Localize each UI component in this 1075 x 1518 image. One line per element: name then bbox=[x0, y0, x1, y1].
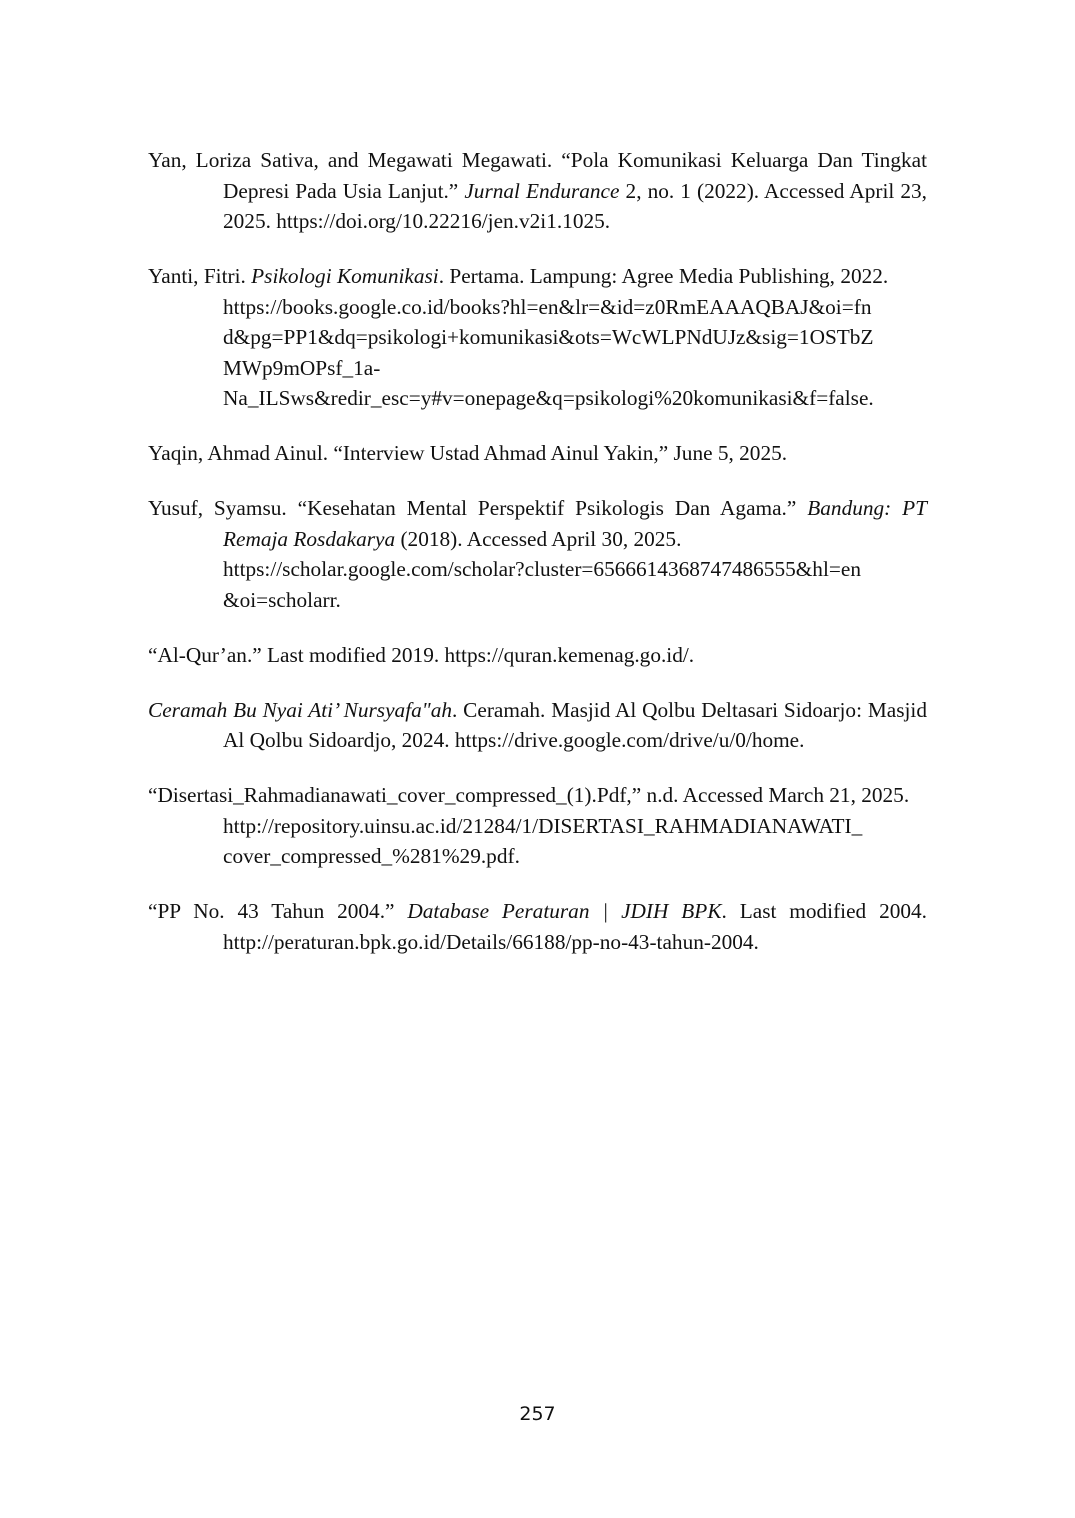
bibliography-entry-al-quran bbox=[148, 640, 927, 671]
entry-url-line[interactable]: MWp9mOPsf_1a- bbox=[223, 355, 381, 380]
entry-journal: Bandung: PT Remaja Rosdakarya bbox=[223, 496, 928, 551]
entry-title: “Pola Komunikasi Keluarga Dan Tingkat Depresi Pada Usia Lanjut.” bbox=[223, 148, 927, 203]
entry-details: (2018). Accessed April 30, 2025. bbox=[400, 526, 682, 551]
entry-details: . Ceramah. Masjid Al Qolbu Deltasari Sidoarjo: Masjid Al Qolbu Sidoardjo, 2024. https://drive.google.com/drive/u/0/home. bbox=[223, 697, 927, 752]
entry-details: 2, no. 1 (2022). Accessed April 23, 2025. https://doi.org/10.22216/jen.v2i1.1025. bbox=[223, 178, 927, 233]
entry-title: Ceramah Bu Nyai Ati’ Nursyafa"ah bbox=[148, 697, 453, 722]
entry-url-line[interactable]: Na_ILSws&redir_esc=y#v=onepage&q=psikologi%20komunikasi&f=false. bbox=[223, 386, 874, 410]
entry-url-line[interactable]: https://scholar.google.com/scholar?cluster=6566614368747486555&hl=en bbox=[223, 557, 861, 581]
bibliography-entry-yanti bbox=[148, 261, 927, 414]
entry-title: “Kesehatan Mental Perspektif Psikologis Dan Agama.” bbox=[297, 496, 797, 520]
entry-title: Psikologi Komunikasi bbox=[251, 264, 439, 288]
entry-text: Yaqin, Ahmad Ainul. “Interview Ustad Ahmad Ainul Yakin,” June 5, 2025. bbox=[148, 441, 788, 465]
bibliography-page bbox=[148, 145, 927, 982]
entry-text: “Al-Qur’an.” Last modified 2019. https://quran.kemenag.go.id/. bbox=[148, 642, 695, 667]
bibliography-entry-yusuf bbox=[148, 493, 927, 615]
entry-url-line[interactable]: d&pg=PP1&dq=psikologi+komunikasi&ots=WcWLPNdUJz&sig=1OSTbZ bbox=[223, 325, 874, 349]
entry-author: Yanti, Fitri. bbox=[148, 264, 246, 288]
entry-journal: Database Peraturan | JDIH BPK bbox=[407, 899, 722, 923]
entry-url-line[interactable]: cover_compressed_%281%29.pdf. bbox=[223, 844, 520, 868]
bibliography-entry-ceramah bbox=[148, 695, 927, 756]
entry-title: “Disertasi_Rahmadianawati_cover_compressed_(1).Pdf,” bbox=[148, 783, 642, 807]
page-number: 257 bbox=[519, 1403, 556, 1425]
entry-title: “PP No. 43 Tahun 2004.” bbox=[148, 899, 395, 923]
entry-url-line[interactable]: &oi=scholarr. bbox=[223, 587, 341, 612]
entry-author: Yan, Loriza Sativa, and Megawati Megawati. bbox=[148, 148, 553, 172]
entry-url-line[interactable]: https://books.google.co.id/books?hl=en&lr=&id=z0RmEAAAQBAJ&oi=fn bbox=[223, 294, 872, 319]
entry-author: Yusuf, Syamsu. bbox=[148, 496, 287, 520]
bibliography-entry-yan bbox=[148, 145, 927, 237]
entry-url-line[interactable]: http://repository.uinsu.ac.id/21284/1/DISERTASI_RAHMADIANAWATI_ bbox=[223, 813, 863, 838]
entry-details: . Pertama. Lampung: Agree Media Publishing, 2022. bbox=[438, 264, 889, 288]
bibliography-entry-yaqin bbox=[148, 438, 927, 469]
bibliography-entry-disertasi bbox=[148, 780, 927, 872]
entry-journal: Jurnal Endurance bbox=[464, 178, 620, 203]
entry-details: n.d. Accessed March 21, 2025. bbox=[646, 783, 910, 807]
bibliography-entry-pp-no-43 bbox=[148, 896, 927, 957]
entry-details: . Last modified 2004. http://peraturan.bpk.go.id/Details/66188/pp-no-43-tahun-2004. bbox=[223, 899, 928, 954]
